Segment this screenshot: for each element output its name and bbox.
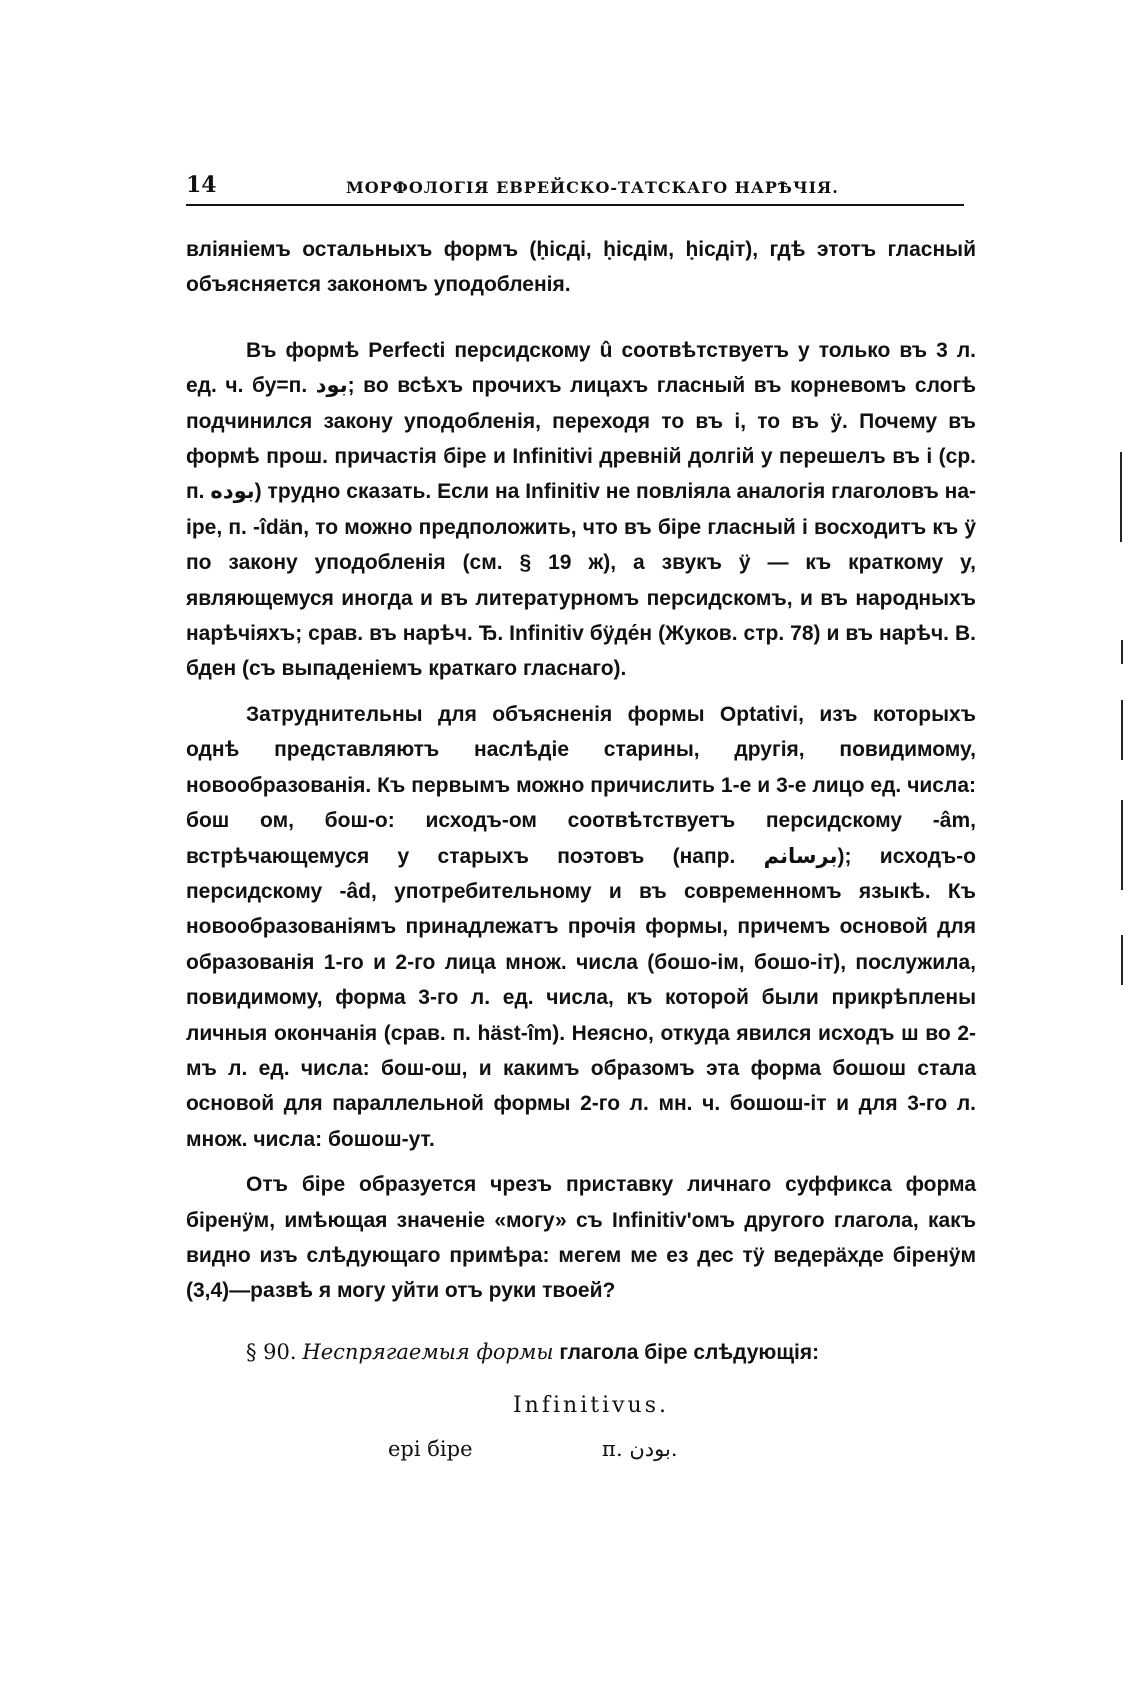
example-line: [186, 1432, 976, 1468]
scan-margin-mark: [1121, 935, 1123, 985]
scan-margin-mark: [1121, 640, 1123, 664]
paragraph-birenum: Отъ біре образуется чрезъ приставку личнаго суффикса форма біренӱм, имѣющая значеніе «могу» съ Infinitiv'омъ другого глагола, какъ видно изъ слѣдующаго примѣра: мегем ме ез дес тӱ ведерäхде біренӱм (3,4)—развѣ я могу уйти отъ руки твоей?: [186, 1173, 976, 1303]
example-persian-form: п. بودن.: [602, 1436, 678, 1461]
paragraph-perfecti: Въ формѣ Perfecti персидскому û соотвѣтствуетъ у только въ 3 л. ед. ч. бу=п. بود; во всѣхъ прочихъ лицахъ гласный въ корневомъ слогѣ подчинился закону уподобленія, переходя то въ і, то въ ӱ. Почему въ формѣ прош. причастія біре и Infinitivi древній долгій у перешелъ въ і (ср. п. بوده) трудно сказать. Если на Infinitiv не повліяла аналогія глаголовъ на-іре, п. -îdän, то можно предположить, что въ біре гласный і восходитъ къ ӱ по закону уподобленія (см. § 19 ж), а звукъ ӱ — къ краткому у, являющемуся иногда и въ литературномъ персидскомъ, и въ народныхъ нарѣчіяхъ; срав. въ нарѣч. Ђ. Infinitiv бӱде́н (Жуков. стр. 78) и въ нарѣч. В. бден (съ выпаденіемъ краткаго гласнаго).: [186, 338, 977, 681]
subheading-infinitivus: Infinitivus.: [512, 1393, 669, 1419]
example-tat-form: ері біре: [388, 1436, 473, 1461]
section-90-heading: [186, 1335, 976, 1370]
body-text: [186, 232, 976, 1468]
paragraph-continuation: вліяніемъ остальныхъ формъ (ḥісді, ḥісдім, ḥісдіт), гдѣ этотъ гласный объясняется закономъ уподобленія.: [186, 238, 976, 297]
section-title-rest: глагола біре слѣдующія:: [559, 1340, 820, 1364]
scan-margin-mark: [1121, 700, 1123, 760]
page-header: [186, 172, 964, 206]
scan-margin-mark: [1121, 800, 1123, 890]
section-title: Неспрягаемыя формы: [302, 1339, 554, 1364]
paragraph-optativi: Затруднительны для объясненія формы Optativi, изъ которыхъ однѣ представляютъ наслѣдіе старины, другія, повидимому, новообразованія. Къ первымъ можно причислить 1-е и 3-е лицо ед. числа: бош ом, бош-о: исходъ-ом соотвѣтствуетъ персидскому -âm, встрѣчающемуся у старыхъ поэтовъ (напр. برسانم); исходъ-о персидскому -âd, употребительному и въ современномъ языкѣ. Къ новообразованіямъ принадлежатъ прочія формы, причемъ основой для образованія 1-го и 2-го лица множ. числа (бошо-ім, бошо-іт), послужила, повидимому, форма 3-го л. ед. числа, къ которой были прикрѣплены личныя окончанія (срав. п. häst-îm). Неясно, откуда явился исходъ ш во 2-мъ л. ед. числа: бош-ош, и какимъ образомъ эта форма бошош стала основой для параллельной формы 2-го л. мн. ч. бошош-іт и для 3-го л. множ. числа: бошош-ут.: [186, 702, 976, 1151]
running-title: МОРФОЛОГІЯ ЕВРЕЙСКО-ТАТСКАГО НАРѢЧІЯ.: [346, 178, 839, 197]
section-number: § 90.: [246, 1339, 297, 1364]
page-number: 14: [186, 172, 217, 198]
scan-margin-mark: [1120, 452, 1122, 542]
